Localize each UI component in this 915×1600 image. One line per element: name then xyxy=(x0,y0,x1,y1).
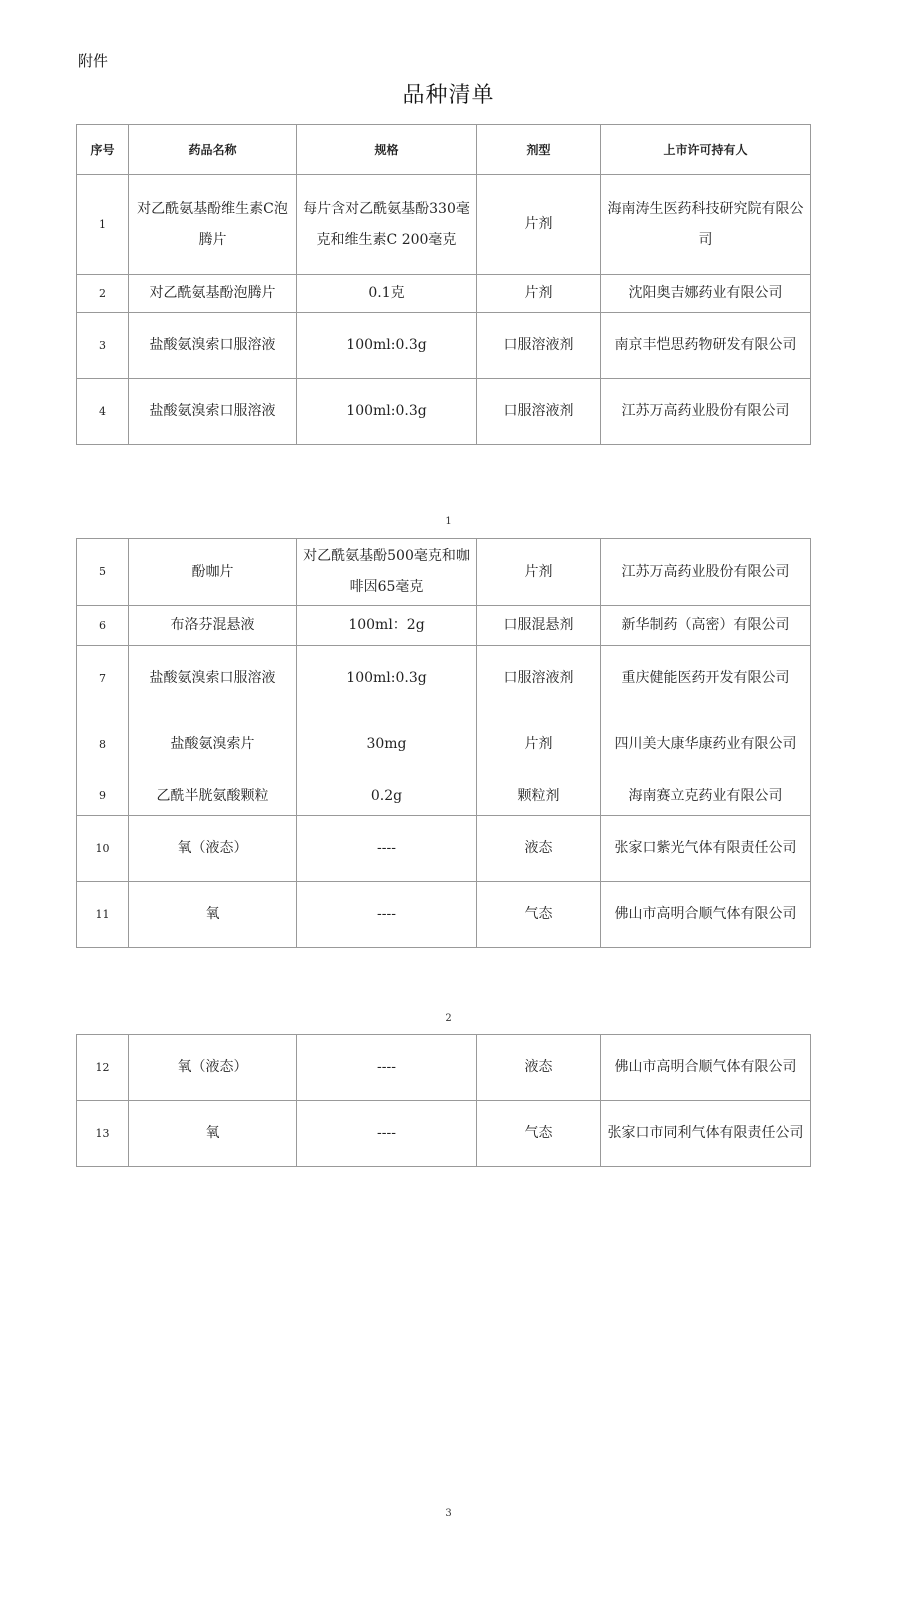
row-form: 液态 xyxy=(477,1035,601,1101)
table-row xyxy=(77,539,811,606)
variety-table-page-1 xyxy=(76,124,811,445)
row-name: 酚咖片 xyxy=(129,539,297,606)
row-name: 盐酸氨溴索片 xyxy=(129,712,297,778)
row-holder: 佛山市高明合顺气体有限公司 xyxy=(601,882,811,948)
row-holder: 重庆健能医药开发有限公司 xyxy=(601,646,811,712)
row-spec: ---- xyxy=(297,816,477,882)
row-no: 12 xyxy=(77,1035,129,1101)
row-no: 4 xyxy=(77,379,129,445)
row-name: 氧 xyxy=(129,1101,297,1167)
row-no: 1 xyxy=(77,175,129,275)
row-name: 对乙酰氨基酚泡腾片 xyxy=(129,275,297,313)
row-no: 13 xyxy=(77,1101,129,1167)
row-form: 液态 xyxy=(477,816,601,882)
row-holder: 新华制药（高密）有限公司 xyxy=(601,606,811,646)
row-name: 盐酸氨溴索口服溶液 xyxy=(129,379,297,445)
page-number: 3 xyxy=(445,1508,452,1519)
row-form: 颗粒剂 xyxy=(477,778,601,816)
table-row xyxy=(77,1035,811,1101)
row-spec: 30mg xyxy=(297,712,477,778)
row-no: 10 xyxy=(77,816,129,882)
row-name: 氧（液态） xyxy=(129,1035,297,1101)
table-row xyxy=(77,175,811,275)
table-row xyxy=(77,778,811,816)
row-spec: ---- xyxy=(297,882,477,948)
header-name: 药品名称 xyxy=(129,125,297,175)
variety-table-page-2 xyxy=(76,538,811,948)
row-spec: 100ml:0.3g xyxy=(297,313,477,379)
row-form: 口服溶液剂 xyxy=(477,313,601,379)
row-spec: 100ml：2g xyxy=(297,606,477,646)
row-name: 对乙酰氨基酚维生素C泡腾片 xyxy=(129,175,297,275)
row-no: 2 xyxy=(77,275,129,313)
row-form: 气态 xyxy=(477,1101,601,1167)
row-name: 氧 xyxy=(129,882,297,948)
row-name: 盐酸氨溴索口服溶液 xyxy=(129,313,297,379)
row-form: 口服混悬剂 xyxy=(477,606,601,646)
row-holder: 江苏万高药业股份有限公司 xyxy=(601,379,811,445)
row-holder: 海南涛生医药科技研究院有限公司 xyxy=(601,175,811,275)
row-no: 5 xyxy=(77,539,129,606)
table-row xyxy=(77,275,811,313)
row-spec: ---- xyxy=(297,1101,477,1167)
table-row xyxy=(77,882,811,948)
row-no: 9 xyxy=(77,778,129,816)
row-holder: 佛山市高明合顺气体有限公司 xyxy=(601,1035,811,1101)
row-form: 片剂 xyxy=(477,539,601,606)
row-form: 片剂 xyxy=(477,275,601,313)
row-name: 氧（液态） xyxy=(129,816,297,882)
row-name: 乙酰半胱氨酸颗粒 xyxy=(129,778,297,816)
row-spec: ---- xyxy=(297,1035,477,1101)
row-form: 口服溶液剂 xyxy=(477,646,601,712)
row-form: 口服溶液剂 xyxy=(477,379,601,445)
page-number: 2 xyxy=(445,1013,452,1024)
row-spec: 每片含对乙酰氨基酚330毫克和维生素C 200毫克 xyxy=(297,175,477,275)
table-row xyxy=(77,606,811,646)
annex-label: 附件 xyxy=(78,52,109,70)
header-holder: 上市许可持有人 xyxy=(601,125,811,175)
row-no: 11 xyxy=(77,882,129,948)
row-name: 盐酸氨溴索口服溶液 xyxy=(129,646,297,712)
variety-table-page-3 xyxy=(76,1034,811,1167)
table-row xyxy=(77,1101,811,1167)
table-row xyxy=(77,313,811,379)
header-form: 剂型 xyxy=(477,125,601,175)
table-row xyxy=(77,646,811,712)
row-no: 6 xyxy=(77,606,129,646)
row-no: 8 xyxy=(77,712,129,778)
header-no: 序号 xyxy=(77,125,129,175)
row-no: 7 xyxy=(77,646,129,712)
row-holder: 江苏万高药业股份有限公司 xyxy=(601,539,811,606)
row-spec: 对乙酰氨基酚500毫克和咖啡因65毫克 xyxy=(297,539,477,606)
row-holder: 四川美大康华康药业有限公司 xyxy=(601,712,811,778)
row-holder: 海南赛立克药业有限公司 xyxy=(601,778,811,816)
row-form: 片剂 xyxy=(477,712,601,778)
row-holder: 沈阳奥吉娜药业有限公司 xyxy=(601,275,811,313)
row-spec: 100ml:0.3g xyxy=(297,379,477,445)
row-spec: 0.1克 xyxy=(297,275,477,313)
row-spec: 0.2g xyxy=(297,778,477,816)
table-header-row xyxy=(77,125,811,175)
row-name: 布洛芬混悬液 xyxy=(129,606,297,646)
table-row xyxy=(77,712,811,778)
row-holder: 南京丰恺思药物研发有限公司 xyxy=(601,313,811,379)
row-holder: 张家口市同利气体有限责任公司 xyxy=(601,1101,811,1167)
table-row xyxy=(77,816,811,882)
table-row xyxy=(77,379,811,445)
row-holder: 张家口紫光气体有限责任公司 xyxy=(601,816,811,882)
row-form: 片剂 xyxy=(477,175,601,275)
row-no: 3 xyxy=(77,313,129,379)
page-number: 1 xyxy=(445,516,452,527)
row-form: 气态 xyxy=(477,882,601,948)
header-spec: 规格 xyxy=(297,125,477,175)
page-title: 品种清单 xyxy=(402,83,495,108)
row-spec: 100ml:0.3g xyxy=(297,646,477,712)
